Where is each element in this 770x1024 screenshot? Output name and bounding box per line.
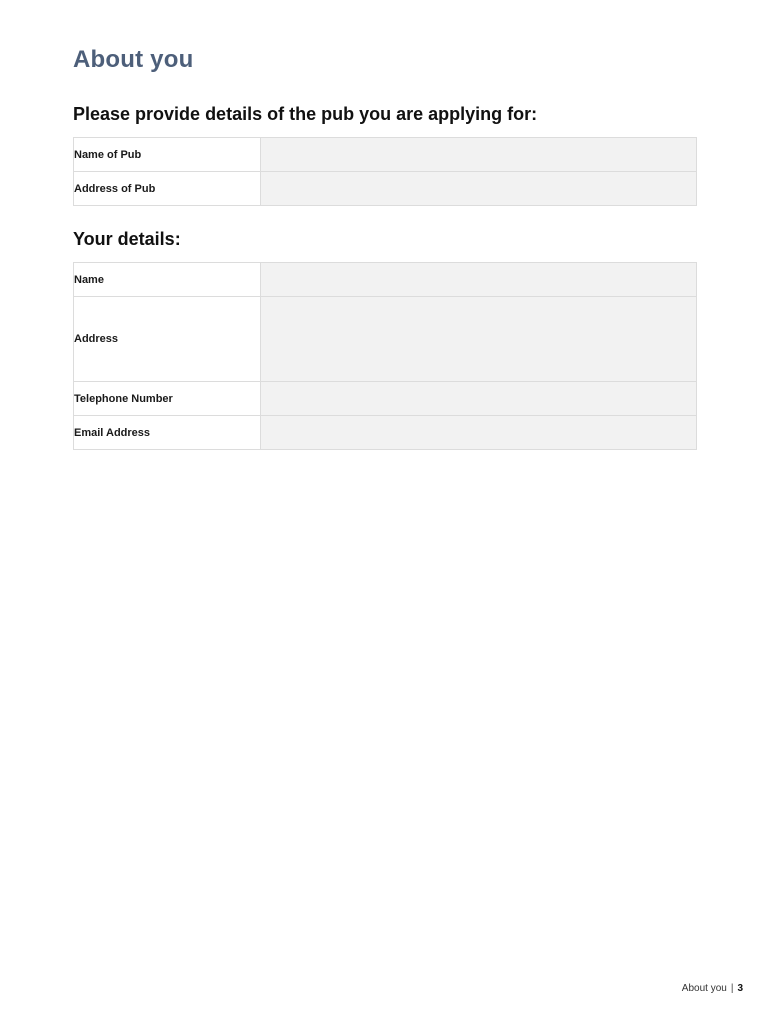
pub-address-label: Address of Pub bbox=[74, 172, 261, 206]
name-input[interactable] bbox=[261, 273, 696, 287]
page-title: About you bbox=[73, 46, 194, 73]
pub-name-input[interactable] bbox=[261, 148, 696, 162]
email-cell bbox=[261, 416, 697, 450]
footer-separator: | bbox=[730, 983, 734, 994]
footer-section-label: About you bbox=[681, 983, 727, 994]
table-row bbox=[74, 382, 697, 416]
table-row bbox=[74, 138, 697, 172]
email-label: Email Address bbox=[74, 416, 261, 450]
name-label: Name bbox=[74, 263, 261, 297]
pub-details-table bbox=[73, 137, 697, 206]
table-row bbox=[74, 297, 697, 382]
table-row bbox=[74, 263, 697, 297]
address-label: Address bbox=[74, 297, 261, 382]
table-row bbox=[74, 416, 697, 450]
pub-section-heading: Please provide details of the pub you are applying for: bbox=[73, 104, 538, 124]
pub-address-cell bbox=[261, 172, 697, 206]
table-row bbox=[74, 172, 697, 206]
telephone-cell bbox=[261, 382, 697, 416]
telephone-label: Telephone Number bbox=[74, 382, 261, 416]
email-input[interactable] bbox=[261, 426, 696, 440]
pub-address-input[interactable] bbox=[261, 182, 696, 196]
pub-name-label: Name of Pub bbox=[74, 138, 261, 172]
your-details-table bbox=[73, 262, 697, 450]
page-number: 3 bbox=[737, 983, 743, 994]
your-details-heading: Your details: bbox=[73, 229, 181, 249]
name-cell bbox=[261, 263, 697, 297]
page-footer bbox=[682, 983, 743, 994]
address-textarea[interactable] bbox=[261, 297, 696, 381]
pub-name-cell bbox=[261, 138, 697, 172]
address-cell bbox=[261, 297, 697, 382]
telephone-input[interactable] bbox=[261, 392, 696, 406]
